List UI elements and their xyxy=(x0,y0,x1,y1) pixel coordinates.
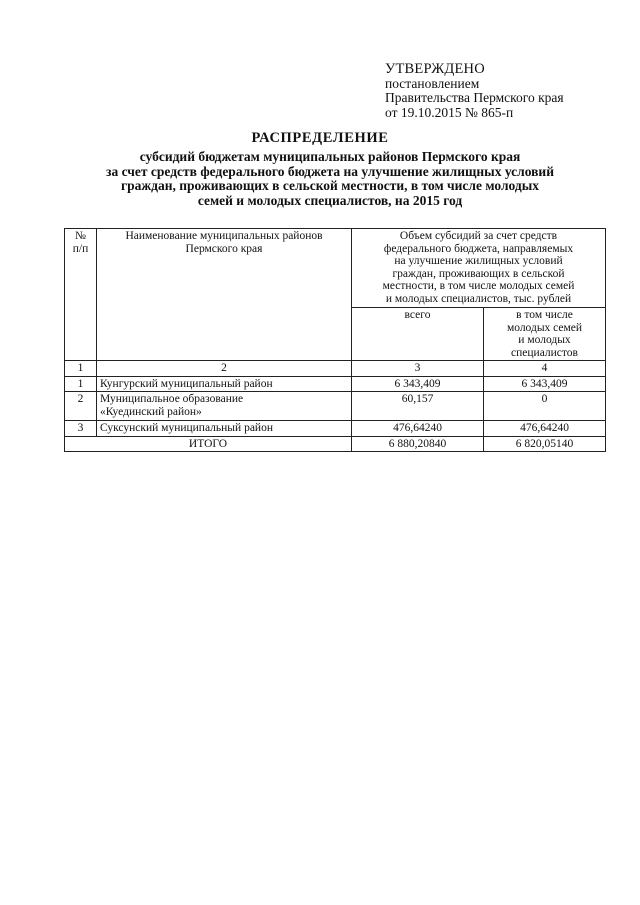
header-young-line: специалистов xyxy=(511,346,578,359)
header-young-line: молодых семей xyxy=(506,321,583,334)
header-volume-line: и молодых специалистов, тыс. рублей xyxy=(385,292,572,305)
row-total: 60,157 xyxy=(352,392,484,421)
row-num: 2 xyxy=(65,392,97,421)
header-volume-line: местности, в том числе молодых семей xyxy=(382,280,575,292)
header-young-line: в том числе xyxy=(516,309,573,321)
header-num-line: № xyxy=(75,230,86,242)
approval-line: Правительства Пермского края xyxy=(385,90,564,105)
total-sum: 6 880,20840 xyxy=(352,436,484,452)
row-num: 3 xyxy=(65,421,97,437)
total-young: 6 820,05140 xyxy=(484,436,606,452)
subtitle-line: граждан, проживающих в сельской местности, в том числе молодых xyxy=(120,178,540,193)
header-young-line: и молодых xyxy=(518,334,571,346)
row-total: 6 343,409 xyxy=(352,376,484,392)
subtitle-line: субсидий бюджетам муниципальных районов Пермского края xyxy=(139,149,521,164)
approval-stamp xyxy=(385,62,564,120)
row-name-line: Кунгурский муниципальный район xyxy=(100,377,273,390)
table-row xyxy=(65,392,606,421)
approval-line: от 19.10.2015 № 865-п xyxy=(385,104,514,120)
row-young: 6 343,409 xyxy=(484,376,606,392)
header-young xyxy=(484,308,606,361)
column-number: 1 xyxy=(65,361,97,377)
header-total: всего xyxy=(352,308,484,361)
approval-title: УТВЕРЖДЕНО xyxy=(385,61,485,77)
subtitle-line: за счет средств федерального бюджета на улучшение жилищных условий xyxy=(106,163,554,179)
row-name-line: Муниципальное образование xyxy=(100,393,244,405)
header-num-line: п/п xyxy=(72,242,89,255)
column-number: 4 xyxy=(484,361,606,377)
document-subtitle xyxy=(80,150,580,208)
document-title: РАСПРЕДЕЛЕНИЕ xyxy=(251,130,389,146)
header-volume-line: федерального бюджета, направляемых xyxy=(383,242,574,255)
row-name-line: Суксунский муниципальный район xyxy=(100,422,273,434)
row-name xyxy=(97,392,352,421)
row-name-line: «Куединский район» xyxy=(100,405,202,418)
header-volume-line: граждан, проживающих в сельской xyxy=(392,267,565,280)
row-num: 1 xyxy=(65,376,97,392)
table-row xyxy=(65,421,606,437)
column-numbers-row xyxy=(65,361,606,377)
row-young: 0 xyxy=(484,392,606,421)
table-row xyxy=(65,376,606,392)
header-volume-line: Объем субсидий за счет средств xyxy=(399,230,558,242)
row-young: 476,64240 xyxy=(484,421,606,437)
header-num xyxy=(65,229,97,361)
distribution-table xyxy=(64,228,606,452)
row-name xyxy=(97,376,352,392)
total-row xyxy=(65,436,606,452)
row-name xyxy=(97,421,352,437)
header-name xyxy=(97,229,352,361)
header-name-line: Пермского края xyxy=(185,242,263,255)
column-number: 2 xyxy=(97,361,352,377)
total-label: ИТОГО xyxy=(65,436,352,452)
table-header-row xyxy=(65,229,606,308)
header-volume xyxy=(352,229,606,308)
header-volume-line: на улучшение жилищных условий xyxy=(394,255,563,267)
header-name-line: Наименование муниципальных районов xyxy=(125,230,323,242)
row-total: 476,64240 xyxy=(352,421,484,437)
approval-line: постановлением xyxy=(385,75,480,91)
subtitle-line: семей и молодых специалистов, на 2015 год xyxy=(197,192,463,208)
column-number: 3 xyxy=(352,361,484,377)
